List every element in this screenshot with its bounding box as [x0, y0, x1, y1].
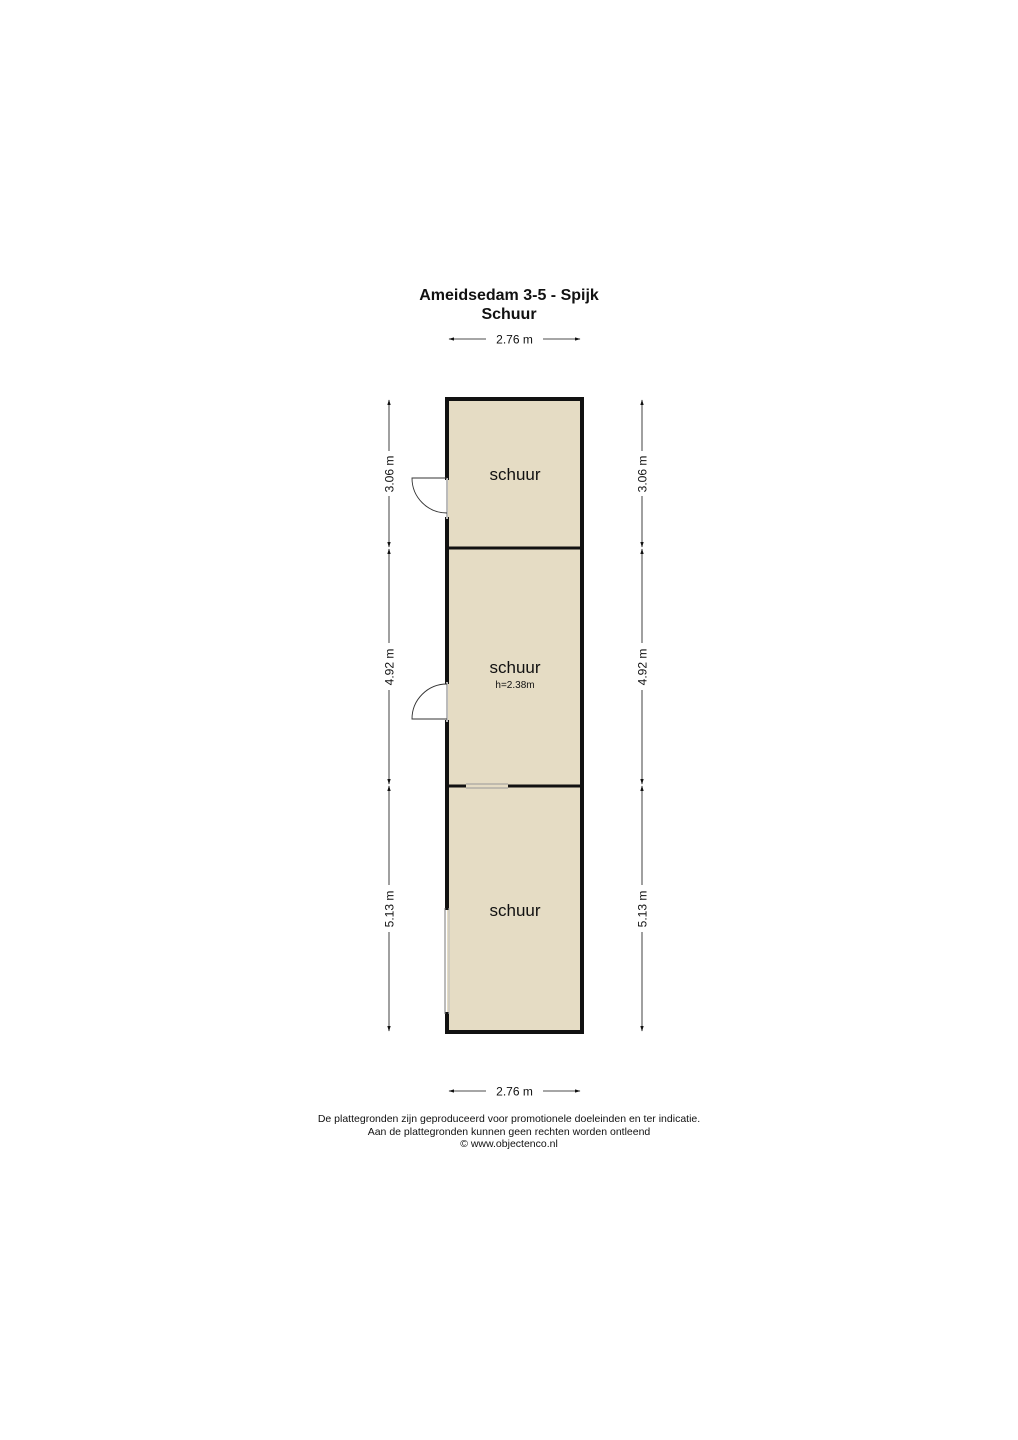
disclaimer-line: Aan de plattegronden kunnen geen rechten worden ontleend	[367, 1125, 651, 1138]
dimension-label: 2.76 m	[496, 1084, 533, 1099]
dimension-label: 4.92 m	[382, 648, 397, 686]
dimension-label: 3.06 m	[382, 455, 397, 493]
dimension-label: 3.06 m	[635, 455, 650, 493]
room-label: schuur	[489, 658, 541, 677]
dimension-label: 4.92 m	[635, 648, 650, 686]
room-label: schuur	[489, 465, 541, 484]
room-height-label: h=2.38m	[495, 680, 535, 691]
dimension-top-width	[449, 333, 580, 347]
plan-subtitle: Schuur	[481, 306, 537, 323]
dimension-label: 2.76 m	[496, 332, 533, 347]
door-middle	[412, 682, 447, 722]
disclaimer-line: De plattegronden zijn geproduceerd voor promotionele doeleinden en ter indicatie.	[317, 1113, 701, 1125]
dimension-label: 5.13 m	[635, 890, 650, 928]
dimension-bottom-width	[449, 1085, 580, 1099]
room-label: schuur	[489, 901, 541, 920]
copyright-line: © www.objectenco.nl	[460, 1138, 558, 1150]
door-top	[412, 478, 447, 519]
dimension-label: 5.13 m	[382, 890, 397, 928]
disclaimer	[0, 1113, 1018, 1151]
plan-title: Ameidsedam 3-5 - Spijk	[419, 287, 599, 304]
